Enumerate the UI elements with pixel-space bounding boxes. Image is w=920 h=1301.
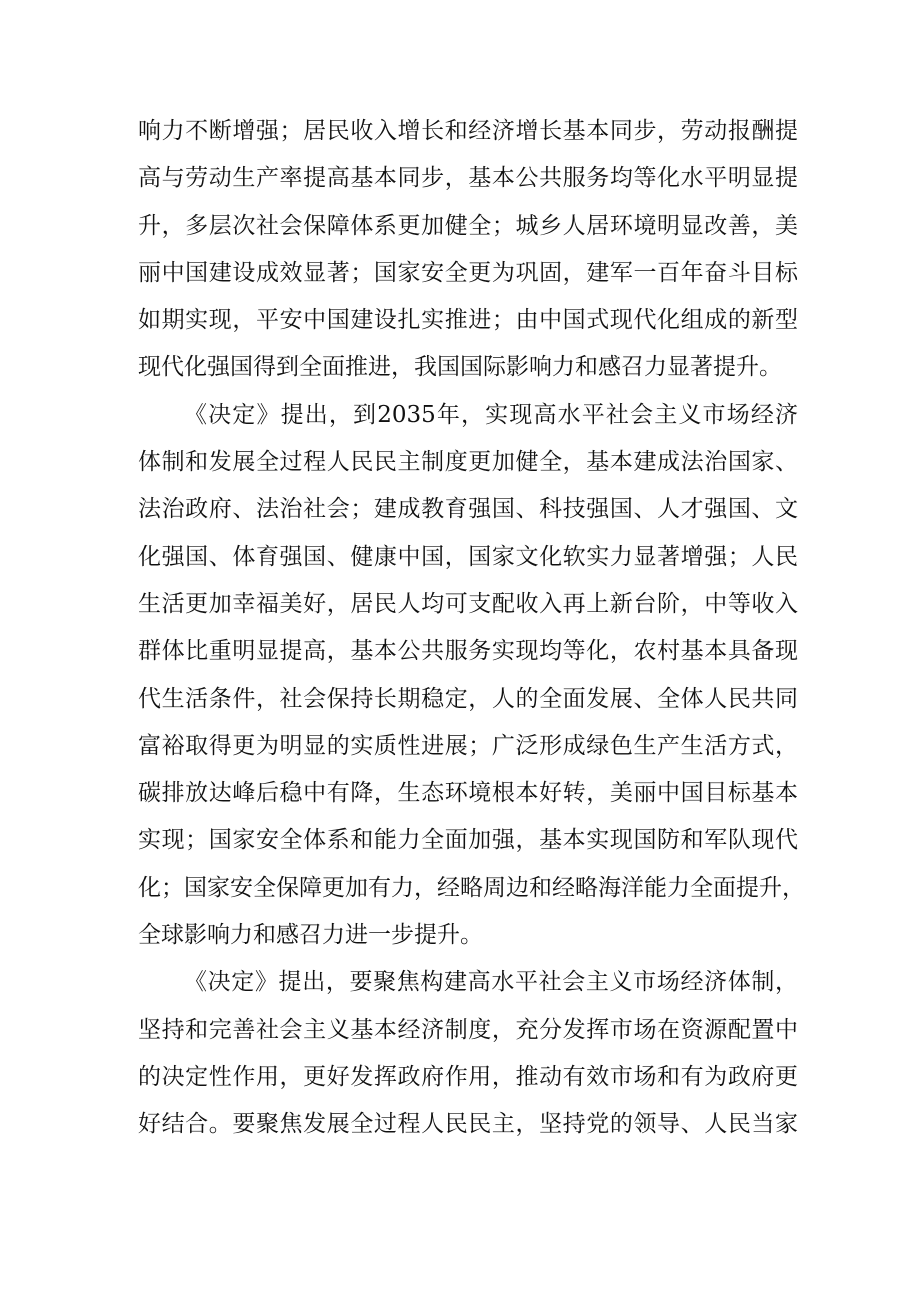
text-line: 群体比重明显提高，基本公共服务实现均等化，农村基本具备现 <box>138 638 798 665</box>
text-line: 的决定性作用，更好发挥政府作用，推动有效市场和有为政府更 <box>138 1063 798 1090</box>
document-body <box>138 108 805 1149</box>
text-line: 丽中国建设成效显著；国家安全更为巩固，建军一百年奋斗目标 <box>138 259 798 286</box>
text-line: 化；国家安全保障更加有力，经略周边和经略海洋能力全面提升， <box>138 874 805 901</box>
text-line: 现代化强国得到全面推进，我国国际影响力和感召力显著提升。 <box>138 354 782 381</box>
text-line: 代生活条件，社会保持长期稳定，人的全面发展、全体人民共同 <box>138 685 798 712</box>
text-line: 高与劳动生产率提高基本同步，基本公共服务均等化水平明显提 <box>138 165 798 192</box>
text-line: 化强国、体育强国、健康中国，国家文化软实力显著增强；人民 <box>138 543 798 570</box>
text-line: 响力不断增强；居民收入增长和经济增长基本同步，劳动报酬提 <box>138 118 798 144</box>
text-line: 升，多层次社会保障体系更加健全；城乡人居环境明显改善，美 <box>138 212 798 239</box>
text-line: 《决定》提出，到2035年，实现高水平社会主义市场经济 <box>184 401 798 428</box>
paragraph-1 <box>138 108 798 392</box>
text-line: 全球影响力和感召力进一步提升。 <box>138 922 483 949</box>
paragraph-2 <box>138 392 805 960</box>
text-line: 体制和发展全过程人民民主制度更加健全，基本建成法治国家、 <box>138 449 798 476</box>
text-line: 法治政府、法治社会；建成教育强国、科技强国、人才强国、文 <box>138 496 798 523</box>
text-line: 实现；国家安全体系和能力全面加强，基本实现国防和军队现代 <box>138 827 798 854</box>
paragraph-3 <box>138 959 798 1148</box>
text-line: 好结合。要聚焦发展全过程人民民主，坚持党的领导、人民当家 <box>138 1111 798 1138</box>
text-line: 生活更加幸福美好，居民人均可支配收入再上新台阶，中等收入 <box>138 590 798 617</box>
text-line: 《决定》提出，要聚焦构建高水平社会主义市场经济体制， <box>184 969 798 996</box>
text-line: 富裕取得更为明显的实质性进展；广泛形成绿色生产生活方式， <box>138 732 798 759</box>
text-line: 如期实现，平安中国建设扎实推进；由中国式现代化组成的新型 <box>138 307 798 334</box>
text-line: 坚持和完善社会主义基本经济制度，充分发挥市场在资源配置中 <box>138 1016 798 1043</box>
text-line: 碳排放达峰后稳中有降，生态环境根本好转，美丽中国目标基本 <box>138 780 798 807</box>
